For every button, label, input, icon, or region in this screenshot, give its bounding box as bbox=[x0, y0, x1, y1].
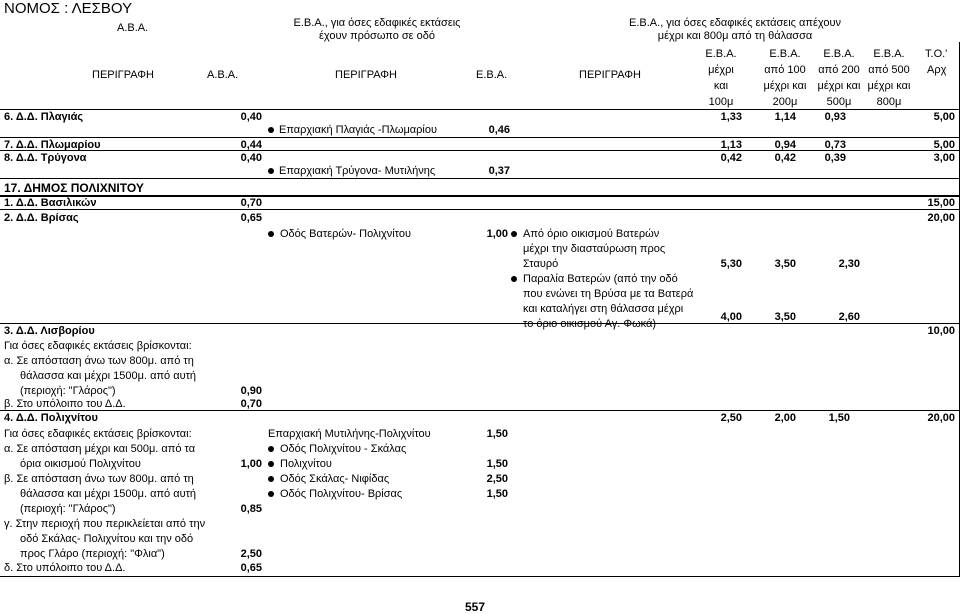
row-divider bbox=[0, 150, 960, 151]
road-item-label: Επαρχιακή Μυτιλήνης-Πολιχνίτου bbox=[268, 428, 431, 440]
bullet-icon bbox=[268, 476, 274, 482]
row-vrisa-sea2-line1: Παραλία Βατερών (από την οδό bbox=[523, 273, 678, 285]
column-header-sea-description: ΠΕΡΙΓΡΑΦΗ bbox=[579, 69, 641, 81]
page-number: 557 bbox=[464, 600, 486, 614]
row-trygona-sea-3: 0,39 bbox=[824, 152, 846, 164]
row-divider bbox=[0, 576, 960, 577]
row-polichnitos-to: 20,00 bbox=[927, 412, 955, 424]
row-polichnitos-g-line3: προς Γλάρο (περιοχή: "Φλια") bbox=[20, 548, 165, 560]
road-item-value: 1,50 bbox=[486, 458, 508, 470]
row-plagia-sea-3: 0,93 bbox=[824, 111, 846, 123]
prefecture-title: ΝΟΜΟΣ : ΛΕΣΒΟΥ bbox=[4, 0, 133, 17]
bullet-icon bbox=[268, 446, 274, 452]
row-polichnitos-b-line3: (περιοχή: "Γλάρος") bbox=[20, 503, 116, 515]
to-column-header-line1: Τ.Ο.' bbox=[925, 48, 948, 60]
row-lisvori-a-line3: (περιοχή: "Γλάρος") bbox=[20, 385, 116, 397]
row-vrisa-name: 2. Δ.Δ. Βρίσας bbox=[4, 212, 79, 224]
row-polichnitos-sea-3: 1,50 bbox=[828, 412, 850, 424]
row-trygona-to: 3,00 bbox=[933, 152, 955, 164]
row-vrisa-road: Οδός Βατερών- Πολιχνίτου bbox=[280, 228, 412, 240]
row-divider bbox=[0, 323, 960, 324]
row-lisvori-a-line2: θάλασσα και μέχρι 1500μ. από αυτή bbox=[20, 370, 197, 382]
to-column-header-line2: Αρχ bbox=[927, 64, 947, 76]
row-vrisa-sea1-value-3: 2,30 bbox=[838, 258, 860, 270]
row-vrisa-sea2-line2: που ενώνει τη Βρύσα με τα Βατερά bbox=[523, 288, 694, 300]
bullet-icon bbox=[268, 231, 274, 237]
row-polichnitos-sea-2: 2,00 bbox=[774, 412, 796, 424]
row-plomari-sea-3: 0,73 bbox=[824, 139, 846, 151]
row-lisvori-intro: Για όσες εδαφικές εκτάσεις βρίσκονται: bbox=[4, 340, 192, 352]
row-lisvori-b-line1: β. Στο υπόλοιπο του Δ.Δ. bbox=[4, 398, 126, 410]
bullet-icon bbox=[268, 491, 274, 497]
row-vasilika-to: 15,00 bbox=[927, 197, 955, 209]
row-vrisa-sea1-value-1: 5,30 bbox=[720, 258, 742, 270]
sea-col-2-line2: από 100 bbox=[764, 64, 806, 76]
row-polichnitos-g-line2: οδό Σκάλας- Πολιχνίτου και την οδό bbox=[20, 533, 194, 545]
sea-col-4-line4: 800μ bbox=[876, 96, 902, 108]
column-header-description: ΠΕΡΙΓΡΑΦΗ bbox=[92, 69, 154, 81]
row-divider bbox=[0, 137, 960, 138]
row-polichnitos-name: 4. Δ.Δ. Πολιχνίτου bbox=[4, 412, 98, 424]
row-polichnitos-a-value: 1,00 bbox=[240, 458, 262, 470]
row-plagia-road-value: 0,46 bbox=[488, 124, 510, 136]
row-polichnitos-a-line2: όρια οικισμού Πολιχνίτου bbox=[20, 458, 141, 470]
row-plomari-sea-1: 1,13 bbox=[720, 139, 742, 151]
row-vrisa-sea1-line3: Σταυρό bbox=[523, 258, 559, 270]
row-polichnitos-g-value: 2,50 bbox=[240, 548, 262, 560]
row-divider bbox=[0, 195, 960, 197]
sea-col-2-line3: μέχρι και bbox=[763, 80, 807, 92]
sea-col-4-line1: Ε.Β.Α. bbox=[873, 48, 905, 60]
row-divider bbox=[0, 109, 960, 110]
row-polichnitos-d-line1: δ. Στο υπόλοιπο του Δ.Δ. bbox=[4, 562, 126, 574]
row-plagia-sea-1: 1,33 bbox=[720, 111, 742, 123]
row-plomari-to: 5,00 bbox=[933, 139, 955, 151]
row-vrisa-sea1-value-2: 3,50 bbox=[774, 258, 796, 270]
row-polichnitos-g-line1: γ. Στην περιοχή που περικλείεται από την bbox=[4, 518, 206, 530]
road-group-heading-line1: Ε.Β.Α., για όσες εδαφικές εκτάσεις bbox=[293, 17, 461, 29]
row-lisvori-a-value: 0,90 bbox=[240, 385, 262, 397]
row-polichnitos-intro: Για όσες εδαφικές εκτάσεις βρίσκονται: bbox=[4, 428, 192, 440]
row-divider bbox=[0, 178, 960, 179]
row-lisvori-a-line1: α. Σε απόσταση άνω των 800μ. από τη bbox=[4, 355, 194, 367]
row-plagia-road: Επαρχιακή Πλαγιάς -Πλωμαρίου bbox=[279, 124, 437, 136]
row-vasilika-abv: 0,70 bbox=[240, 197, 262, 209]
row-plagia-abv: 0,40 bbox=[240, 111, 262, 123]
row-vasilika-name: 1. Δ.Δ. Βασιλικών bbox=[4, 197, 97, 209]
sea-col-2-line4: 200μ bbox=[772, 96, 798, 108]
row-trygona-sea-2: 0,42 bbox=[774, 152, 796, 164]
road-item-value: 1,50 bbox=[486, 488, 508, 500]
row-trygona-abv: 0,40 bbox=[240, 152, 262, 164]
road-item-value: 1,50 bbox=[486, 428, 508, 440]
row-polichnitos-d-value: 0,65 bbox=[240, 562, 262, 574]
bullet-icon bbox=[268, 168, 274, 174]
row-trygona-sea-1: 0,42 bbox=[720, 152, 742, 164]
row-vrisa-sea2-value-2: 3,50 bbox=[774, 311, 796, 323]
row-plagia-sea-2: 1,14 bbox=[774, 111, 796, 123]
row-plomari-sea-2: 0,94 bbox=[774, 139, 796, 151]
row-trygona-road-value: 0,37 bbox=[488, 165, 510, 177]
row-vrisa-sea1-line2: μέχρι την διασταύρωση προς bbox=[523, 243, 666, 255]
sea-col-4-line3: μέχρι και bbox=[867, 80, 911, 92]
sea-col-3-line1: Ε.Β.Α. bbox=[823, 48, 855, 60]
row-lisvori-b-value: 0,70 bbox=[240, 398, 262, 410]
road-item-label: Πολιχνίτου bbox=[280, 458, 332, 470]
sea-col-1-line4: 100μ bbox=[708, 96, 734, 108]
row-vrisa-to: 20,00 bbox=[927, 212, 955, 224]
sea-col-3-line4: 500μ bbox=[826, 96, 852, 108]
row-polichnitos-a-line1: α. Σε απόσταση μέχρι και 500μ. από τα bbox=[4, 443, 196, 455]
sea-col-2-line1: Ε.Β.Α. bbox=[769, 48, 801, 60]
abv-top-left: Α.Β.Α. bbox=[117, 22, 149, 34]
road-item-value: 2,50 bbox=[486, 473, 508, 485]
bullet-icon bbox=[268, 127, 274, 133]
column-header-road-description: ΠΕΡΙΓΡΑΦΗ bbox=[335, 69, 397, 81]
row-lisvori-name: 3. Δ.Δ. Λισβορίου bbox=[4, 325, 95, 337]
row-vrisa-road-value: 1,00 bbox=[486, 228, 508, 240]
row-vrisa-sea1-line1: Από όριο οικισμού Βατερών bbox=[523, 228, 660, 240]
row-plagia-to: 5,00 bbox=[933, 111, 955, 123]
bullet-icon bbox=[511, 231, 517, 237]
road-item-label: Οδός Σκάλας- Νιφίδας bbox=[280, 473, 390, 485]
row-polichnitos-sea-1: 2,50 bbox=[720, 412, 742, 424]
row-divider bbox=[0, 410, 960, 411]
sea-col-1-line1: Ε.Β.Α. bbox=[705, 48, 737, 60]
row-polichnitos-b-value: 0,85 bbox=[240, 503, 262, 515]
road-item-label: Οδός Πολιχνίτου- Βρίσας bbox=[280, 488, 403, 500]
row-vrisa-sea2-value-1: 4,00 bbox=[720, 311, 742, 323]
row-plagia-name: 6. Δ.Δ. Πλαγιάς bbox=[4, 111, 84, 123]
sea-group-heading-line2: μέχρι και 800μ από τη θάλασσα bbox=[657, 30, 813, 42]
row-divider bbox=[0, 209, 960, 210]
row-polichnitos-b-line2: θάλασσα και μέχρι 1500μ. από αυτή bbox=[20, 488, 197, 500]
sea-col-3-line3: μέχρι και bbox=[817, 80, 861, 92]
sea-col-3-line2: από 200 bbox=[818, 64, 860, 76]
road-item-label: Οδός Πολιχνίτου - Σκάλας bbox=[280, 443, 407, 455]
row-vrisa-abv: 0,65 bbox=[240, 212, 262, 224]
sea-col-1-line2: μέχρι bbox=[708, 64, 734, 76]
bullet-icon bbox=[268, 461, 274, 467]
row-plomari-name: 7. Δ.Δ. Πλωμαρίου bbox=[4, 139, 101, 151]
row-trygona-road: Επαρχιακή Τρύγονα- Μυτιλήνης bbox=[279, 165, 436, 177]
sea-col-1-line3: και bbox=[713, 80, 729, 92]
row-lisvori-to: 10,00 bbox=[927, 325, 955, 337]
row-vrisa-sea2-line4: το όριο οικισμού Αγ. Φωκά) bbox=[523, 318, 657, 330]
row-vrisa-sea2-value-3: 2,60 bbox=[838, 311, 860, 323]
column-header-road-eba: Ε.Β.Α. bbox=[476, 69, 508, 81]
municipality-heading: 17. ΔΗΜΟΣ ΠΟΛΙΧΝΙΤΟΥ bbox=[4, 181, 144, 195]
road-group-heading-line2: έχουν πρόσωπο σε οδό bbox=[319, 30, 435, 42]
sea-group-heading-line1: Ε.Β.Α., για όσες εδαφικές εκτάσεις απέχουν bbox=[629, 17, 841, 29]
row-vrisa-sea2-line3: και καταλήγει στη θάλασσα μέχρι bbox=[523, 303, 684, 315]
row-polichnitos-b-line1: β. Σε απόσταση άνω των 800μ. από τη bbox=[4, 473, 194, 485]
bullet-icon bbox=[511, 276, 517, 282]
row-trygona-name: 8. Δ.Δ. Τρύγονα bbox=[4, 152, 87, 164]
sea-col-4-line2: από 500 bbox=[868, 64, 910, 76]
row-plomari-abv: 0,44 bbox=[240, 139, 262, 151]
column-header-abv: Α.Β.Α. bbox=[207, 69, 239, 81]
